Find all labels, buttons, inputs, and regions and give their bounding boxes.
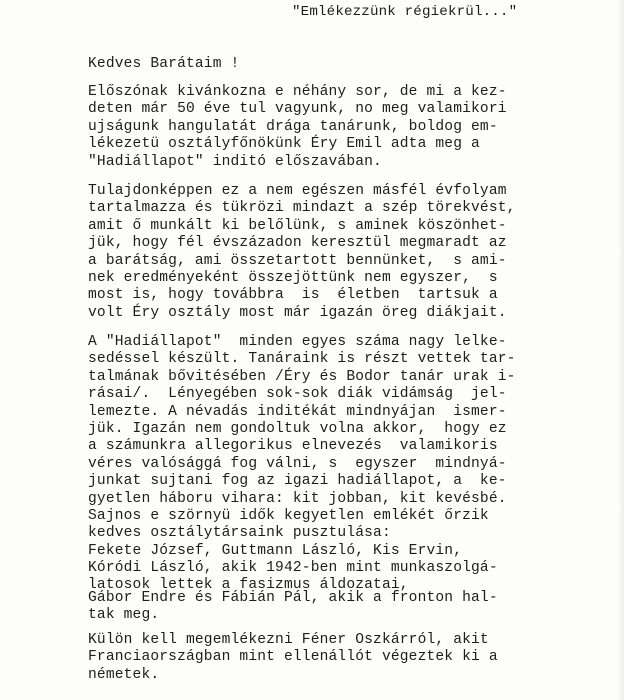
text-line: tartalmazza és tükrözi mindazt a szép törekvést, [88,200,516,217]
text-line: junkat sujtani fog az igazi hadiállapot, a ke- [88,473,507,490]
text-line: most is, hogy továbbra is életben tartsuk a [88,287,498,304]
text-line: latosok lettek a fasizmus áldozatai, [88,577,409,594]
paragraph-fener-oszkar [88,632,498,684]
text-line: gyetlen háboru vihara: kit jobban, kit kevésbé. [88,490,507,507]
text-line: deten már 50 éve tul vagyunk, no meg valamikori [88,101,507,118]
text-line: a barátság, ami összetartott bennünket, s ami- [88,252,507,269]
text-line: amit ő munkált ki belőlünk, s aminek köszönhet- [88,217,507,234]
text-line: lékezetü osztályfőnökünk Éry Emil adta meg a [88,136,480,153]
text-line: véres valósággá fog válni, s egyszer mindnyá- [88,455,507,472]
text-line: Sajnos e szörnyü idők kegyetlen emlékét őrzik [88,507,489,524]
text-line: ujságunk hangulatát drága tanárunk, boldog em- [88,118,498,135]
text-line: jük, hogy fél évszázadon keresztül megmaradt az [88,235,507,252]
text-line: Külön kell megemlékezni Féner Oszkárról, akit [88,632,489,648]
text-line: sedéssel készült. Tanáraink is részt vettek tar- [88,351,516,368]
paragraph-hadiallapot [88,334,516,595]
text-line: Előszónak kivánkozna e néhány sor, de mi a kez- [88,84,507,100]
text-line: "Hadiállapot" inditó előszavában. [88,153,382,170]
text-line: A "Hadiállapot" minden egyes száma nagy lelke- [88,334,507,350]
text-line: Fekete József, Guttmann László, Kis Ervin, [88,542,463,559]
text-line: tak meg. [88,607,160,624]
text-line: a számunkra allegorikus elnevezés valamikoris [88,438,498,455]
paragraph-foreword [88,84,507,171]
text-line: Kóródi László, akik 1942-ben mint munkaszolgá- [88,560,498,577]
text-line: kedves osztálytársaink pusztulása: [88,525,391,542]
text-line: Tulajdonképpen ez a nem egészen másfél évfolyam [88,183,507,199]
text-line: jük. Igazán nem gondoltuk volna akkor, hogy ez [88,420,507,437]
text-line: volt Éry osztály most már igazán öreg diákjait. [88,304,507,321]
text-line: lemezte. A névadás inditékát mindnyájan ismer- [88,403,507,420]
paragraph-class-friendship [88,183,516,322]
header-quote: "Emlékezzünk régiekrül..." [292,4,518,20]
paragraph-front-casualties [88,590,498,625]
text-line: Franciaországban mint ellenállót végeztek ki a [88,649,498,666]
text-line: nek eredményeként összejöttünk nem egyszer, s [88,269,498,286]
text-line: Gábor Endre és Fábián Pál, akik a fronton hal- [88,590,498,606]
text-line: talmának bővitésében /Éry és Bodor tanár urak i- [88,368,516,385]
text-line: németek. [88,666,160,683]
salutation: Kedves Barátaim ! [88,56,240,72]
page-edge-shadow [618,0,624,700]
text-line: rásai/. Lényegében sok-sok diák vidámság jel- [88,386,507,403]
